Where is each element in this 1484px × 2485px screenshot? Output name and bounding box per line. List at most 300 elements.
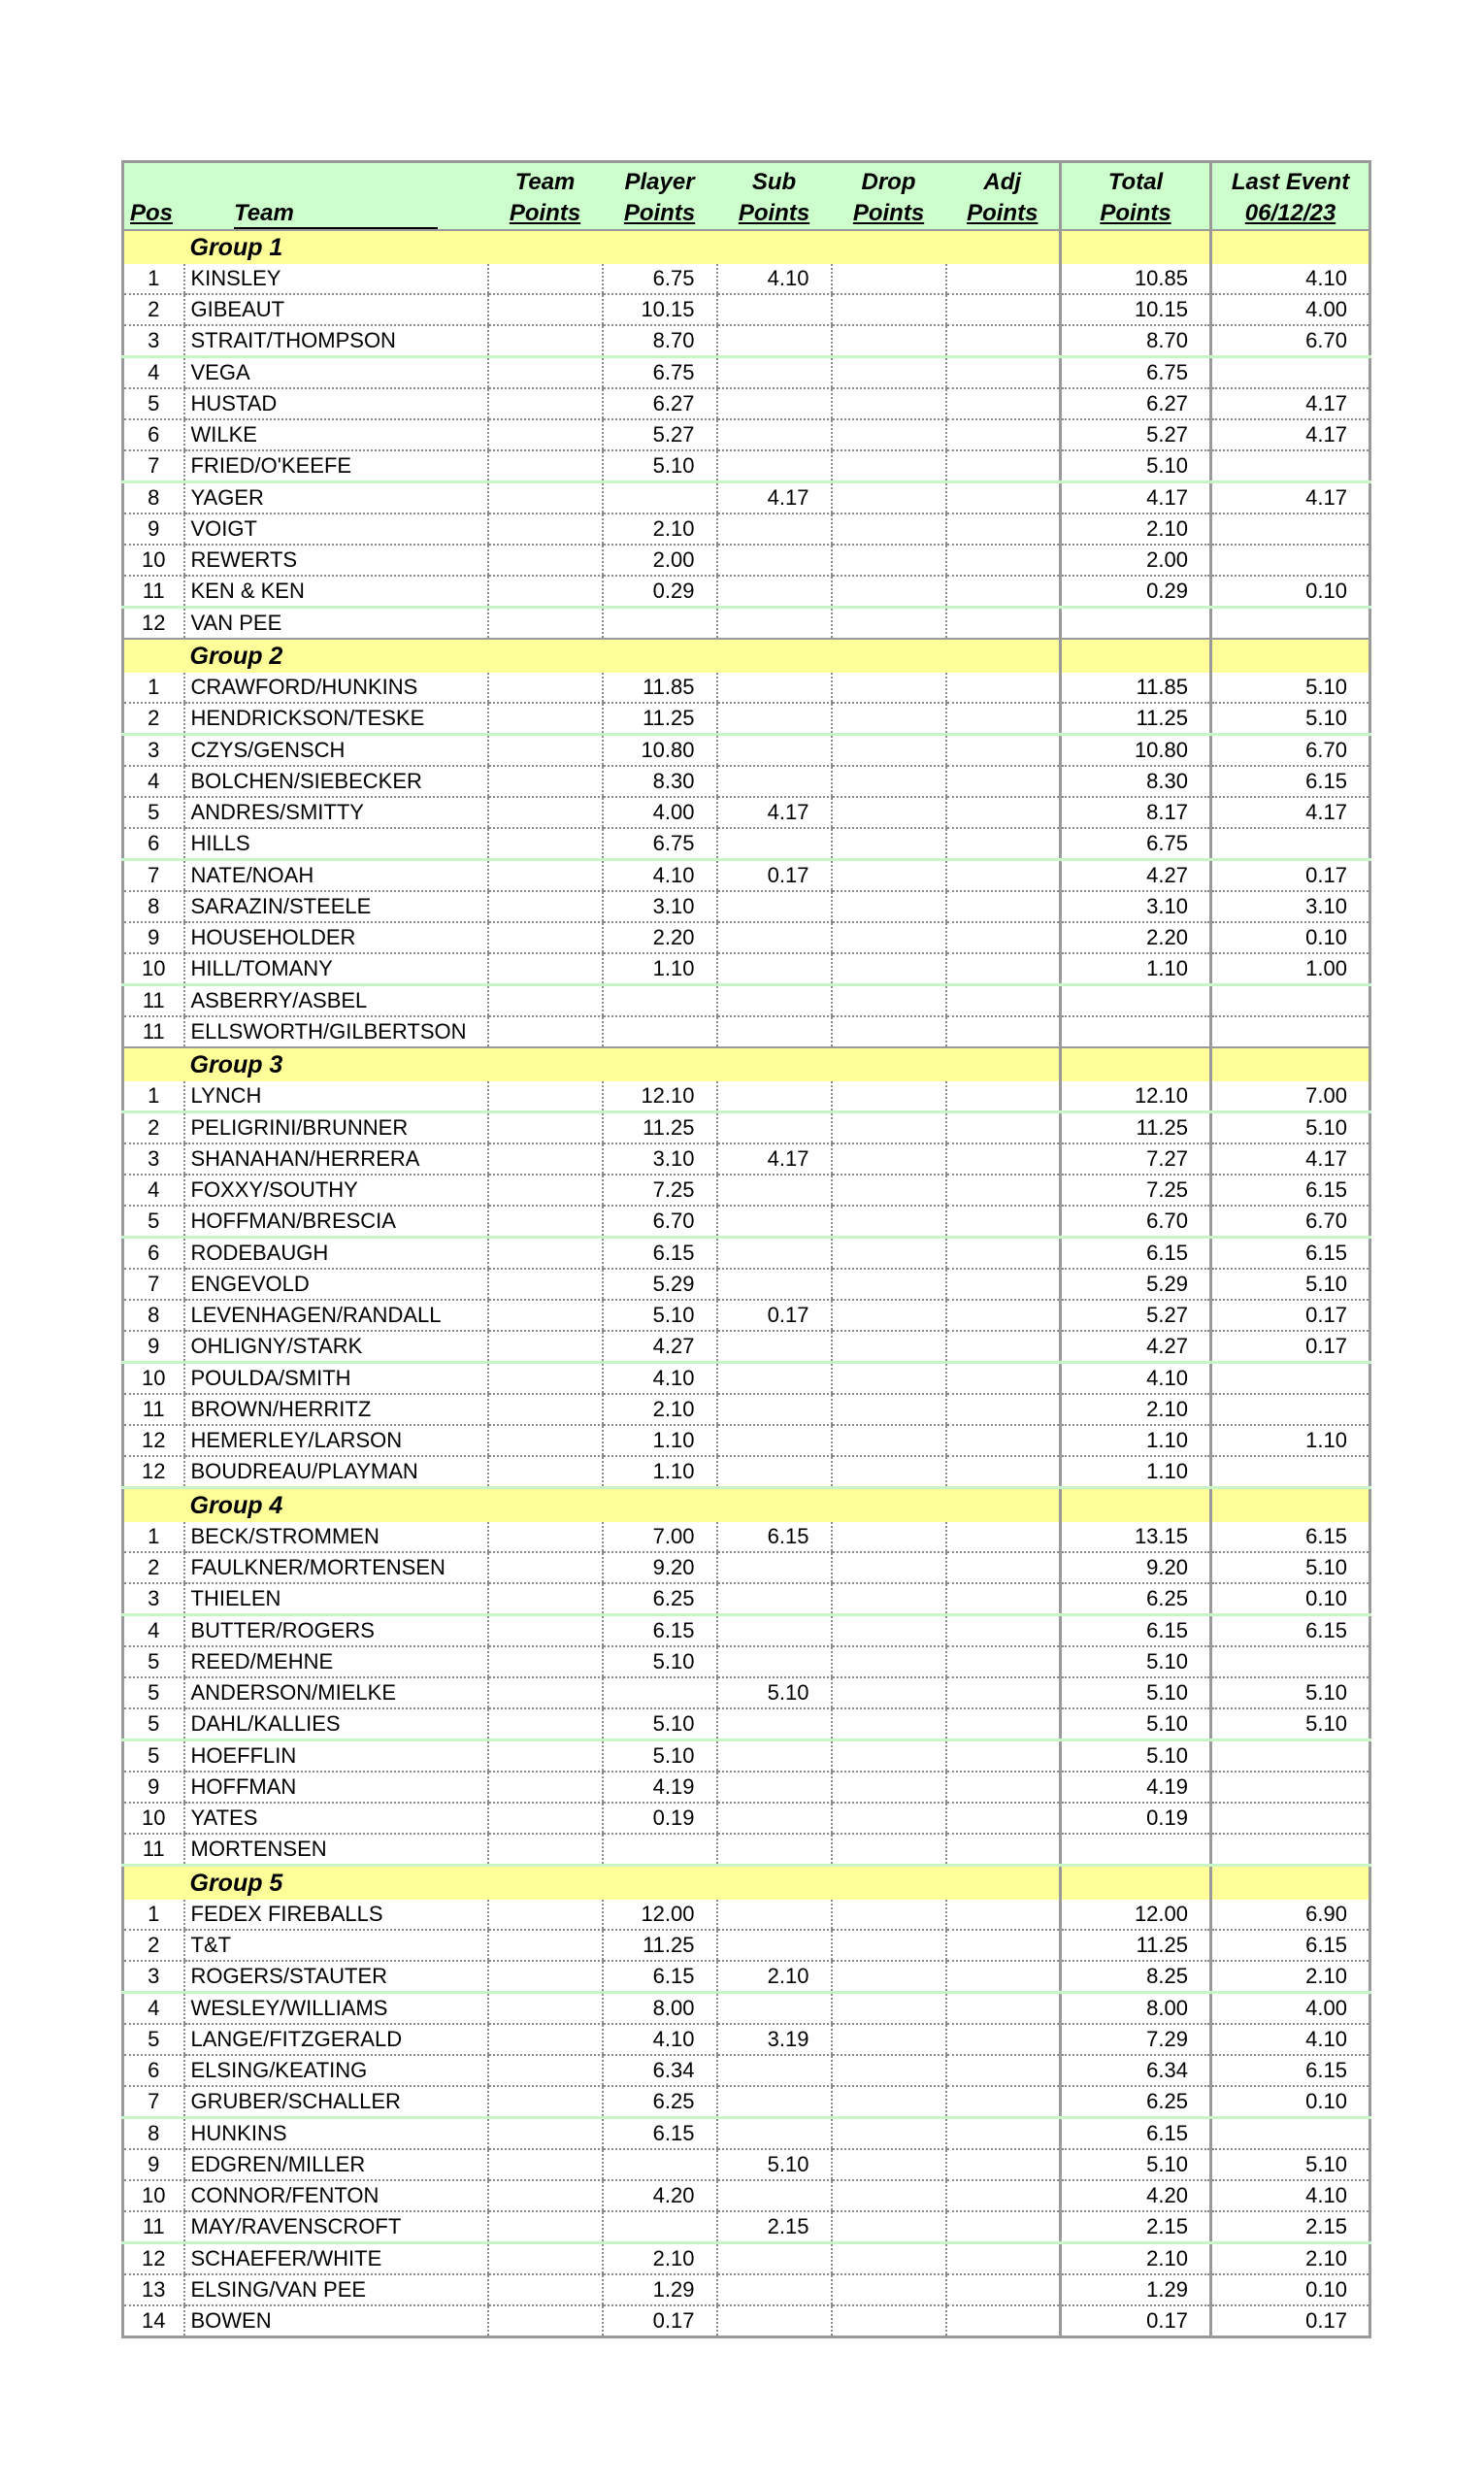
cell-sub-points (717, 1900, 832, 1930)
table-row (123, 2305, 1370, 2337)
cell-player-points: 6.75 (603, 264, 717, 294)
cell-adj-points (946, 1112, 1061, 1144)
cell-team: FRIED/O'KEEFE (184, 450, 488, 482)
cell-team: ANDRES/SMITTY (184, 797, 488, 828)
cell-team-points (488, 419, 603, 450)
cell-last-event: 6.15 (1211, 1238, 1370, 1270)
cell-team: YATES (184, 1803, 488, 1834)
cell-adj-points (946, 1708, 1061, 1740)
cell-team-points (488, 1930, 603, 1961)
cell-total-points: 6.15 (1061, 1238, 1211, 1270)
header-adj-points: Adj Points (946, 162, 1061, 231)
cell-adj-points (946, 1646, 1061, 1677)
cell-sub-points (717, 1803, 832, 1834)
cell-sub-points (717, 1930, 832, 1961)
cell-team-points (488, 608, 603, 640)
group-spacer (1211, 639, 1370, 673)
cell-pos: 3 (123, 1143, 184, 1175)
cell-pos: 4 (123, 1615, 184, 1647)
cell-player-points (603, 1016, 717, 1047)
cell-sub-points (717, 1363, 832, 1395)
cell-last-event: 1.00 (1211, 953, 1370, 985)
cell-total-points: 7.25 (1061, 1175, 1211, 1206)
cell-sub-points (717, 922, 832, 953)
cell-drop-points (832, 1331, 946, 1363)
cell-player-points: 11.25 (603, 703, 717, 735)
cell-pos: 2 (123, 1552, 184, 1583)
cell-total-points: 8.00 (1061, 1993, 1211, 2025)
cell-drop-points (832, 388, 946, 419)
cell-drop-points (832, 1677, 946, 1708)
cell-drop-points (832, 1456, 946, 1488)
cell-team-points (488, 388, 603, 419)
cell-last-event: 1.10 (1211, 1425, 1370, 1456)
cell-team: HOEFFLIN (184, 1740, 488, 1773)
cell-pos: 1 (123, 1522, 184, 1552)
cell-last-event: 0.10 (1211, 922, 1370, 953)
cell-drop-points (832, 264, 946, 294)
cell-team-points (488, 1331, 603, 1363)
cell-drop-points (832, 2211, 946, 2243)
cell-total-points: 2.10 (1061, 2243, 1211, 2275)
cell-pos: 5 (123, 797, 184, 828)
cell-last-event (1211, 357, 1370, 389)
group-spacer (123, 639, 184, 673)
cell-total-points: 8.25 (1061, 1961, 1211, 1993)
cell-team: WESLEY/WILLIAMS (184, 1993, 488, 2025)
cell-pos: 11 (123, 1834, 184, 1866)
table-row (123, 2211, 1370, 2243)
group-spacer (123, 230, 184, 264)
cell-team: PELIGRINI/BRUNNER (184, 1112, 488, 1144)
standings-table (121, 160, 1371, 2338)
cell-player-points: 12.10 (603, 1081, 717, 1112)
table-row (123, 1583, 1370, 1615)
cell-team-points (488, 1900, 603, 1930)
cell-pos: 9 (123, 1331, 184, 1363)
cell-drop-points (832, 545, 946, 576)
cell-total-points: 10.15 (1061, 294, 1211, 325)
table-row (123, 1081, 1370, 1112)
table-row (123, 1016, 1370, 1047)
cell-adj-points (946, 450, 1061, 482)
cell-sub-points (717, 1081, 832, 1112)
cell-drop-points (832, 1708, 946, 1740)
cell-total-points: 4.20 (1061, 2180, 1211, 2211)
cell-player-points (603, 608, 717, 640)
cell-pos: 12 (123, 1456, 184, 1488)
cell-player-points: 4.00 (603, 797, 717, 828)
cell-adj-points (946, 576, 1061, 608)
header-pos: Pos (123, 162, 184, 231)
cell-total-points: 6.75 (1061, 828, 1211, 860)
cell-drop-points (832, 2180, 946, 2211)
cell-total-points: 5.29 (1061, 1269, 1211, 1300)
cell-pos: 4 (123, 357, 184, 389)
cell-team: BECK/STROMMEN (184, 1522, 488, 1552)
group-spacer (123, 1488, 184, 1523)
cell-adj-points (946, 1834, 1061, 1866)
cell-sub-points (717, 1331, 832, 1363)
table-row (123, 797, 1370, 828)
cell-last-event: 0.17 (1211, 1331, 1370, 1363)
group-spacer (1211, 1488, 1370, 1523)
cell-team-points (488, 1803, 603, 1834)
cell-last-event: 6.15 (1211, 766, 1370, 797)
cell-team: BUTTER/ROGERS (184, 1615, 488, 1647)
cell-sub-points (717, 2118, 832, 2150)
cell-team: GIBEAUT (184, 294, 488, 325)
cell-player-points: 2.20 (603, 922, 717, 953)
table-row (123, 2118, 1370, 2150)
cell-drop-points (832, 1615, 946, 1647)
cell-team-points (488, 2274, 603, 2305)
cell-player-points: 6.15 (603, 2118, 717, 2150)
cell-player-points: 6.75 (603, 357, 717, 389)
cell-sub-points (717, 1583, 832, 1615)
table-row (123, 1269, 1370, 1300)
cell-sub-points (717, 419, 832, 450)
cell-last-event (1211, 1834, 1370, 1866)
cell-total-points: 6.25 (1061, 1583, 1211, 1615)
cell-pos: 7 (123, 860, 184, 892)
cell-total-points: 2.15 (1061, 2211, 1211, 2243)
cell-last-event: 6.15 (1211, 1615, 1370, 1647)
cell-drop-points (832, 1081, 946, 1112)
cell-last-event (1211, 1803, 1370, 1834)
cell-pos: 1 (123, 264, 184, 294)
cell-team: HOFFMAN/BRESCIA (184, 1206, 488, 1238)
cell-player-points: 1.10 (603, 1425, 717, 1456)
cell-pos: 6 (123, 2055, 184, 2086)
cell-sub-points: 2.10 (717, 1961, 832, 1993)
group-header (123, 1866, 1370, 1901)
cell-last-event: 0.10 (1211, 1583, 1370, 1615)
cell-team-points (488, 1143, 603, 1175)
cell-team-points (488, 2086, 603, 2118)
group-header (123, 1047, 1370, 1081)
cell-last-event (1211, 1363, 1370, 1395)
cell-team: OHLIGNY/STARK (184, 1331, 488, 1363)
cell-adj-points (946, 1772, 1061, 1803)
cell-pos: 3 (123, 1961, 184, 1993)
cell-team: YAGER (184, 482, 488, 514)
cell-sub-points (717, 703, 832, 735)
cell-team-points (488, 703, 603, 735)
cell-pos: 12 (123, 1425, 184, 1456)
cell-sub-points: 4.17 (717, 482, 832, 514)
cell-drop-points (832, 419, 946, 450)
cell-sub-points (717, 1394, 832, 1425)
cell-adj-points (946, 828, 1061, 860)
cell-team-points (488, 2180, 603, 2211)
cell-team-points (488, 514, 603, 545)
header-player-points: Player Points (603, 162, 717, 231)
cell-team: REWERTS (184, 545, 488, 576)
cell-player-points: 0.19 (603, 1803, 717, 1834)
cell-drop-points (832, 891, 946, 922)
cell-adj-points (946, 514, 1061, 545)
cell-sub-points (717, 1016, 832, 1047)
cell-adj-points (946, 1615, 1061, 1647)
cell-last-event (1211, 985, 1370, 1017)
table-row (123, 1615, 1370, 1647)
cell-sub-points (717, 1425, 832, 1456)
cell-pos: 6 (123, 419, 184, 450)
table-row (123, 1300, 1370, 1331)
cell-adj-points (946, 264, 1061, 294)
cell-last-event: 6.70 (1211, 325, 1370, 357)
cell-sub-points: 5.10 (717, 1677, 832, 1708)
cell-sub-points: 4.17 (717, 1143, 832, 1175)
cell-total-points: 8.70 (1061, 325, 1211, 357)
cell-sub-points (717, 1456, 832, 1488)
cell-drop-points (832, 766, 946, 797)
cell-team: GRUBER/SCHALLER (184, 2086, 488, 2118)
cell-player-points: 6.15 (603, 1615, 717, 1647)
table-body (123, 230, 1370, 2337)
cell-team-points (488, 2024, 603, 2055)
cell-player-points: 2.00 (603, 545, 717, 576)
cell-team-points (488, 576, 603, 608)
cell-drop-points (832, 1583, 946, 1615)
cell-adj-points (946, 1425, 1061, 1456)
cell-total-points: 6.15 (1061, 2118, 1211, 2150)
table-row (123, 1394, 1370, 1425)
header-team-points: Team Points (488, 162, 603, 231)
cell-player-points: 7.00 (603, 1522, 717, 1552)
cell-sub-points (717, 2305, 832, 2337)
cell-team-points (488, 2243, 603, 2275)
group-spacer (1211, 230, 1370, 264)
cell-drop-points (832, 1363, 946, 1395)
cell-adj-points (946, 1522, 1061, 1552)
cell-team-points (488, 357, 603, 389)
table-row (123, 1363, 1370, 1395)
cell-sub-points (717, 1238, 832, 1270)
cell-total-points: 6.70 (1061, 1206, 1211, 1238)
cell-drop-points (832, 1961, 946, 1993)
cell-adj-points (946, 797, 1061, 828)
cell-adj-points (946, 1740, 1061, 1773)
cell-total-points: 12.10 (1061, 1081, 1211, 1112)
cell-pos: 11 (123, 1394, 184, 1425)
cell-sub-points (717, 325, 832, 357)
cell-total-points: 2.00 (1061, 545, 1211, 576)
cell-pos: 5 (123, 1740, 184, 1773)
cell-adj-points (946, 1930, 1061, 1961)
cell-last-event: 4.17 (1211, 419, 1370, 450)
cell-total-points: 0.29 (1061, 576, 1211, 608)
cell-player-points: 10.80 (603, 735, 717, 767)
cell-last-event (1211, 1456, 1370, 1488)
cell-total-points: 10.85 (1061, 264, 1211, 294)
cell-total-points: 8.30 (1061, 766, 1211, 797)
cell-team: VOIGT (184, 514, 488, 545)
cell-last-event (1211, 1016, 1370, 1047)
cell-total-points: 13.15 (1061, 1522, 1211, 1552)
cell-last-event: 5.10 (1211, 1269, 1370, 1300)
cell-drop-points (832, 2243, 946, 2275)
cell-total-points: 2.10 (1061, 514, 1211, 545)
cell-adj-points (946, 2086, 1061, 2118)
cell-last-event: 4.10 (1211, 2024, 1370, 2055)
cell-team-points (488, 1363, 603, 1395)
cell-pos: 7 (123, 1269, 184, 1300)
group-title: Group 2 (184, 639, 1061, 673)
cell-pos: 11 (123, 576, 184, 608)
cell-pos: 10 (123, 1363, 184, 1395)
cell-last-event (1211, 545, 1370, 576)
cell-team: DAHL/KALLIES (184, 1708, 488, 1740)
cell-player-points: 11.85 (603, 673, 717, 703)
cell-team: HOUSEHOLDER (184, 922, 488, 953)
cell-team-points (488, 1081, 603, 1112)
cell-team-points (488, 325, 603, 357)
cell-sub-points (717, 985, 832, 1017)
cell-player-points: 6.70 (603, 1206, 717, 1238)
cell-total-points: 4.27 (1061, 1331, 1211, 1363)
cell-pos: 10 (123, 1803, 184, 1834)
cell-pos: 5 (123, 388, 184, 419)
cell-adj-points (946, 357, 1061, 389)
table-header (123, 162, 1370, 231)
cell-team: BOWEN (184, 2305, 488, 2337)
cell-total-points (1061, 985, 1211, 1017)
cell-drop-points (832, 1016, 946, 1047)
cell-team-points (488, 2211, 603, 2243)
cell-pos: 2 (123, 703, 184, 735)
cell-player-points (603, 1677, 717, 1708)
cell-total-points: 5.10 (1061, 1646, 1211, 1677)
cell-pos: 14 (123, 2305, 184, 2337)
cell-team: BOUDREAU/PLAYMAN (184, 1456, 488, 1488)
table-row (123, 1930, 1370, 1961)
cell-adj-points (946, 482, 1061, 514)
cell-pos: 8 (123, 482, 184, 514)
cell-sub-points: 4.17 (717, 797, 832, 828)
cell-team-points (488, 1456, 603, 1488)
cell-team: REED/MEHNE (184, 1646, 488, 1677)
cell-sub-points (717, 388, 832, 419)
table-row (123, 1772, 1370, 1803)
cell-last-event: 3.10 (1211, 891, 1370, 922)
cell-player-points: 7.25 (603, 1175, 717, 1206)
group-title: Group 1 (184, 230, 1061, 264)
cell-player-points: 10.15 (603, 294, 717, 325)
cell-total-points: 4.17 (1061, 482, 1211, 514)
cell-player-points: 3.10 (603, 891, 717, 922)
cell-drop-points (832, 953, 946, 985)
cell-team: LYNCH (184, 1081, 488, 1112)
cell-team-points (488, 1993, 603, 2025)
cell-pos: 3 (123, 325, 184, 357)
cell-total-points: 5.10 (1061, 1708, 1211, 1740)
cell-team: BOLCHEN/SIEBECKER (184, 766, 488, 797)
cell-adj-points (946, 1016, 1061, 1047)
cell-team-points (488, 891, 603, 922)
cell-drop-points (832, 482, 946, 514)
cell-team: ANDERSON/MIELKE (184, 1677, 488, 1708)
table-row (123, 2024, 1370, 2055)
cell-last-event: 6.15 (1211, 2055, 1370, 2086)
cell-player-points: 5.10 (603, 1646, 717, 1677)
cell-total-points: 4.27 (1061, 860, 1211, 892)
cell-total-points: 5.27 (1061, 419, 1211, 450)
cell-player-points: 6.27 (603, 388, 717, 419)
cell-sub-points: 0.17 (717, 860, 832, 892)
cell-sub-points (717, 450, 832, 482)
table-row (123, 2055, 1370, 2086)
cell-last-event: 6.90 (1211, 1900, 1370, 1930)
cell-player-points: 4.20 (603, 2180, 717, 2211)
cell-adj-points (946, 922, 1061, 953)
cell-sub-points (717, 2274, 832, 2305)
cell-last-event: 0.17 (1211, 2305, 1370, 2337)
cell-pos: 6 (123, 1238, 184, 1270)
group-title: Group 5 (184, 1866, 1061, 1901)
cell-last-event: 0.10 (1211, 576, 1370, 608)
group-spacer (1061, 1488, 1211, 1523)
cell-total-points: 7.29 (1061, 2024, 1211, 2055)
cell-adj-points (946, 419, 1061, 450)
cell-last-event: 0.10 (1211, 2274, 1370, 2305)
cell-drop-points (832, 2086, 946, 2118)
cell-team-points (488, 1425, 603, 1456)
table-row (123, 1456, 1370, 1488)
cell-team-points (488, 2149, 603, 2180)
cell-adj-points (946, 388, 1061, 419)
cell-pos: 11 (123, 985, 184, 1017)
group-spacer (1061, 639, 1211, 673)
cell-player-points: 2.10 (603, 514, 717, 545)
cell-last-event: 0.17 (1211, 1300, 1370, 1331)
group-title: Group 4 (184, 1488, 1061, 1523)
cell-total-points: 6.34 (1061, 2055, 1211, 2086)
cell-drop-points (832, 608, 946, 640)
cell-team-points (488, 673, 603, 703)
cell-team-points (488, 1016, 603, 1047)
cell-team-points (488, 1522, 603, 1552)
cell-player-points: 5.10 (603, 450, 717, 482)
cell-pos: 5 (123, 2024, 184, 2055)
cell-total-points: 5.10 (1061, 450, 1211, 482)
cell-sub-points (717, 673, 832, 703)
cell-last-event: 5.10 (1211, 2149, 1370, 2180)
table-row (123, 703, 1370, 735)
cell-pos: 2 (123, 1930, 184, 1961)
cell-total-points: 5.10 (1061, 1740, 1211, 1773)
cell-drop-points (832, 325, 946, 357)
cell-team: MAY/RAVENSCROFT (184, 2211, 488, 2243)
cell-pos: 10 (123, 953, 184, 985)
cell-adj-points (946, 985, 1061, 1017)
cell-last-event: 2.15 (1211, 2211, 1370, 2243)
table-row (123, 1238, 1370, 1270)
cell-adj-points (946, 1803, 1061, 1834)
cell-team-points (488, 545, 603, 576)
cell-team: LANGE/FITZGERALD (184, 2024, 488, 2055)
cell-sub-points (717, 1740, 832, 1773)
cell-total-points: 3.10 (1061, 891, 1211, 922)
cell-last-event: 4.10 (1211, 2180, 1370, 2211)
cell-adj-points (946, 1961, 1061, 1993)
table-row (123, 1143, 1370, 1175)
cell-team-points (488, 1740, 603, 1773)
cell-player-points: 5.27 (603, 419, 717, 450)
cell-team: FOXXY/SOUTHY (184, 1175, 488, 1206)
group-spacer (123, 1866, 184, 1901)
